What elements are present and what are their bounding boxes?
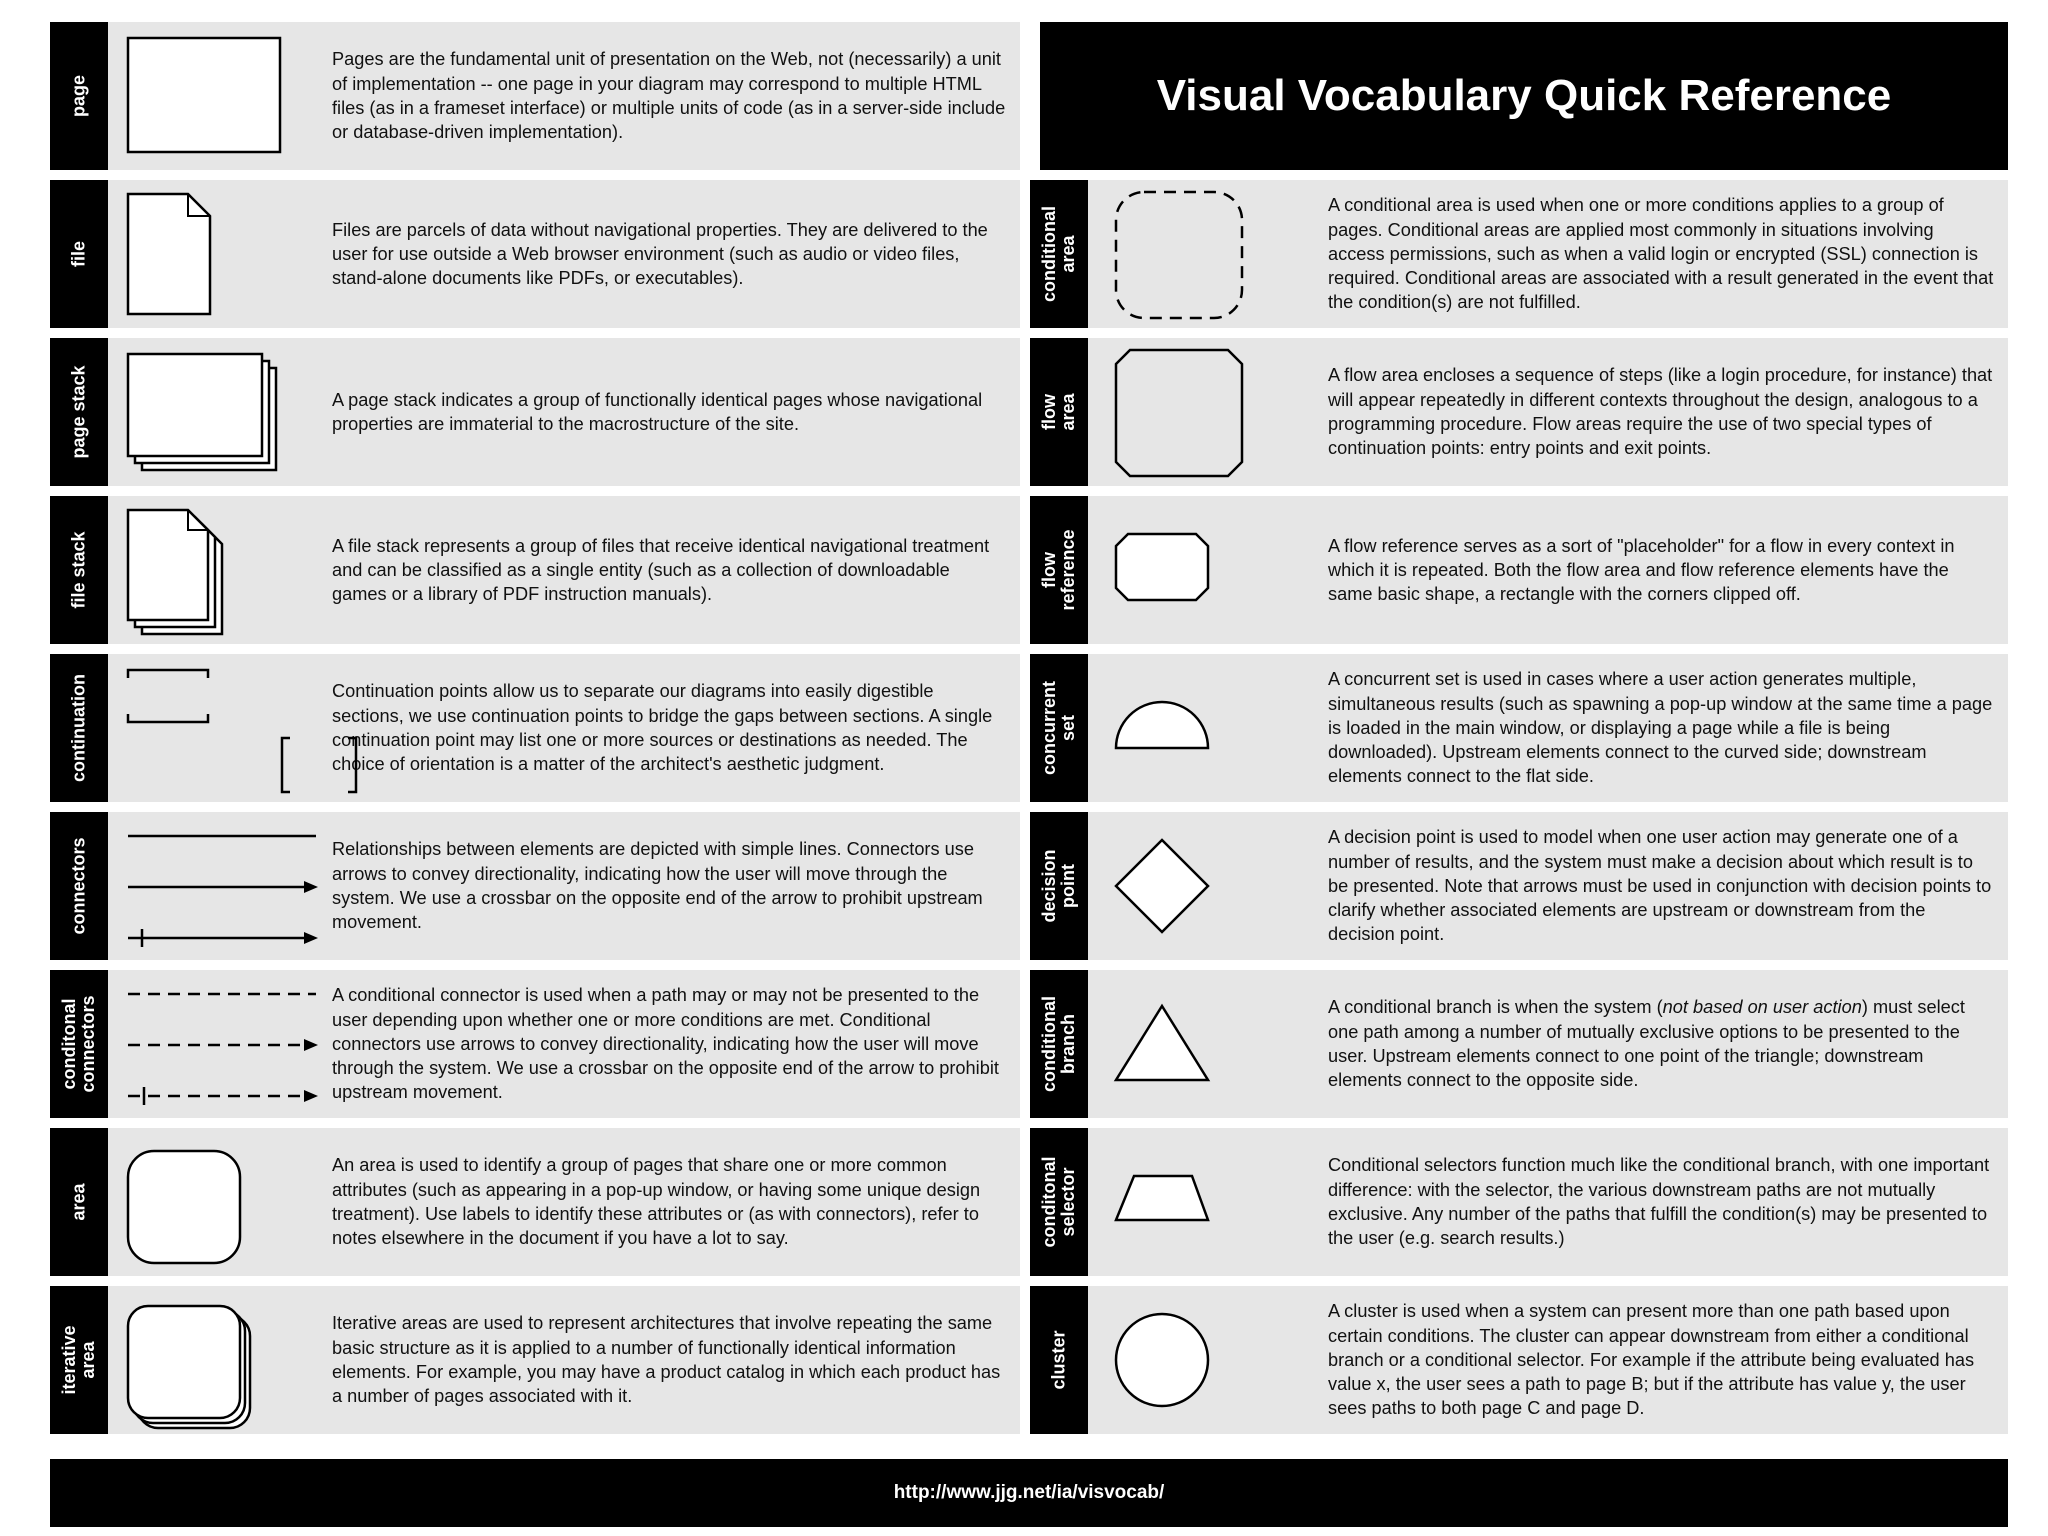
- row-label: conditonal connectors: [59, 995, 98, 1093]
- row-cluster: [1030, 1286, 2008, 1434]
- row-label: conditonal selector: [1039, 1156, 1078, 1248]
- description-part: ) must select one path among a number of mutually exclusive options to be presented to the user. Upstream elements connect to one point of the triangle; downstream elements connect to the opposite side.: [1328, 997, 1965, 1091]
- row-description: A file stack represents a group of files that receive identical navigational treatment and can be classified as a single entity (such as a collection of downloadable games or a library of PDF instruction manuals).: [332, 535, 990, 605]
- row-label-bar: [1030, 496, 1088, 644]
- flow-area-icon: [1088, 338, 1328, 486]
- row-label-bar: [50, 496, 108, 644]
- row-iterative-area: [50, 1286, 1020, 1434]
- row-file: [50, 180, 1020, 328]
- row-label: decision point: [1039, 849, 1078, 923]
- row-description: A flow reference serves as a sort of "placeholder" for a flow in every context in which it is repeated. Both the flow area and flow reference elements have the same basic shape, a rectangle with the corners clipped off.: [1328, 535, 1955, 605]
- area-icon: [108, 1128, 332, 1276]
- row-label-bar: [50, 970, 108, 1118]
- row-label-bar: [1030, 1128, 1088, 1276]
- row-description: A conditional area is used when one or more conditions applies to a group of pages. Conditional areas are applied most commonly in situations involving access permissions, such as when a valid login or encrypted (SSL) connection is required. Conditional areas are associated with a result generated in the event that the condition(s) are not fulfilled.: [1328, 195, 1994, 313]
- row-concurrent-set: [1030, 654, 2008, 802]
- row-flow-area: [1030, 338, 2008, 486]
- row-label: flow area: [1039, 393, 1078, 431]
- row-label: area: [68, 1183, 89, 1221]
- row-label: file stack: [68, 531, 89, 609]
- row-connectors: [50, 812, 1020, 960]
- row-description: A flow area encloses a sequence of steps (like a login procedure, for instance) that will appear repeatedly in different contexts throughout the design, analogous to a programming procedure. Flow areas require the use of two special types of continuation points: entry points and exit points.: [1328, 365, 1993, 459]
- iterative-area-icon: [108, 1286, 332, 1434]
- row-description: A concurrent set is used in cases where a user action generates multiple, simultaneous results (such as spawning a pop-up window at the same time a page is loaded in the main window, or displaying a page while a file is being downloaded). Upstream elements connect to the curved side; downstream elements connect to the flat side.: [1328, 669, 1993, 787]
- row-label-bar: [1030, 1286, 1088, 1434]
- connectors-icon: [108, 812, 332, 960]
- row-label-bar: [50, 338, 108, 486]
- row-label: concurrent set: [1039, 680, 1078, 776]
- conditional-area-icon: [1088, 180, 1328, 328]
- conditional-branch-icon: [1088, 970, 1328, 1118]
- description-emphasis: not based on user action: [1662, 997, 1862, 1018]
- row-label-bar: [1030, 180, 1088, 328]
- description-part: A conditional branch is when the system (: [1328, 997, 1663, 1018]
- row-label: continuation: [68, 674, 89, 782]
- page-stack-icon: [108, 338, 332, 486]
- row-area: [50, 1128, 1020, 1276]
- page-title: Visual Vocabulary Quick Reference: [1040, 22, 2008, 170]
- row-label-bar: [50, 812, 108, 960]
- row-flow-reference: [1030, 496, 2008, 644]
- row-description: Conditional selectors function much like the conditional branch, with one important difference: with the selector, the various downstream paths are not mutually exclusive. Any number of the paths that fulfill the condition(s) may be presented to the user (e.g. search results.): [1328, 1155, 1990, 1249]
- row-description: [1328, 995, 1994, 1092]
- row-continuation: [50, 654, 1020, 802]
- row-label: conditional area: [1039, 206, 1078, 302]
- row-label: iterative area: [59, 1325, 98, 1395]
- row-description: A page stack indicates a group of functionally identical pages whose navigational properties are immaterial to the macrostructure of the site.: [332, 389, 983, 434]
- row-conditional-area: [1030, 180, 2008, 328]
- continuation-icon: [108, 654, 332, 802]
- row-label: connectors: [68, 837, 89, 935]
- row-description: A conditional connector is used when a path may or may not be presented to the user depending upon whether one or more conditions are met. Conditional connectors use arrows to convey directionality, indicating how the user will move through the system. We use a crossbar on the opposite end of the arrow to prohibit upstream movement.: [332, 985, 999, 1103]
- row-file-stack: [50, 496, 1020, 644]
- conditional-connectors-icon: [108, 970, 332, 1118]
- row-label-bar: [50, 654, 108, 802]
- footer-url[interactable]: http://www.jjg.net/ia/visvocab/: [50, 1459, 2008, 1527]
- row-label: cluster: [1048, 1330, 1069, 1390]
- row-label-bar: [50, 22, 108, 170]
- row-decision-point: [1030, 812, 2008, 960]
- concurrent-set-icon: [1088, 654, 1328, 802]
- row-label-bar: [1030, 812, 1088, 960]
- row-description: Pages are the fundamental unit of presentation on the Web, not (necessarily) a unit of implementation -- one page in your diagram may correspond to multiple HTML files (as in a frameset interface) or multiple units of code (as in a server-side include or database-driven implementation).: [332, 49, 1006, 143]
- row-description: A decision point is used to model when one user action may generate one of a number of results, and the system must make a decision about which result is to be presented. Note that arrows must be used in conjunction with decision points to clarify whether associated elements are upstream or downstream from the decision point.: [1328, 827, 1992, 945]
- row-label-bar: [1030, 970, 1088, 1118]
- row-conditional-connectors: [50, 970, 1020, 1118]
- page-icon: [108, 22, 332, 170]
- row-description: Files are parcels of data without navigational properties. They are delivered to the user for use outside a Web browser environment (such as audio or video files, stand-alone documents like PDFs, or executables).: [332, 219, 988, 289]
- file-icon: [108, 180, 332, 328]
- row-label-bar: [1030, 654, 1088, 802]
- row-page: [50, 22, 1020, 170]
- row-label-bar: [50, 1286, 108, 1434]
- row-page-stack: [50, 338, 1020, 486]
- flow-reference-icon: [1088, 496, 1328, 644]
- row-label-bar: [50, 1128, 108, 1276]
- row-conditional-selector: [1030, 1128, 2008, 1276]
- row-label-bar: [50, 180, 108, 328]
- file-stack-icon: [108, 496, 332, 644]
- row-conditional-branch: [1030, 970, 2008, 1118]
- row-description: A cluster is used when a system can present more than one path based upon certain conditions. The cluster can appear downstream from either a conditional branch or a conditional selector. For example if the attribute being evaluated has value x, the user sees a path to page B; but if the attribute has value y, the user sees paths to both page C and page D.: [1328, 1301, 1975, 1419]
- conditional-selector-icon: [1088, 1128, 1328, 1276]
- cluster-icon: [1088, 1286, 1328, 1434]
- row-label: page stack: [68, 365, 89, 459]
- row-label: conditional branch: [1039, 996, 1078, 1092]
- row-label-bar: [1030, 338, 1088, 486]
- row-description: Iterative areas are used to represent architectures that involve repeating the same basic structure as it is applied to a number of functionally identical information elements. For example, you may have a product catalog in which each product has a number of pages associated with it.: [332, 1313, 1001, 1407]
- row-description: An area is used to identify a group of pages that share one or more common attributes (such as appearing in a pop-up window, or having some unique design treatment). Use labels to identify these attributes or (as with connectors), refer to notes elsewhere in the document if you have a lot to say.: [332, 1155, 981, 1249]
- row-label: page: [68, 74, 89, 118]
- row-label: file: [68, 240, 89, 268]
- row-description: Relationships between elements are depicted with simple lines. Connectors use arrows to convey directionality, indicating how the user will move through the system. We use a crossbar on the opposite end of the arrow to prohibit upstream movement.: [332, 839, 983, 933]
- row-description: Continuation points allow us to separate our diagrams into easily digestible sections, we use continuation points to bridge the gaps between sections. A single continuation point may list one or more sources or destinations as needed. The choice of orientation is a matter of the architect's aesthetic judgment.: [332, 681, 993, 775]
- row-label: flow reference: [1039, 529, 1078, 611]
- decision-point-icon: [1088, 812, 1328, 960]
